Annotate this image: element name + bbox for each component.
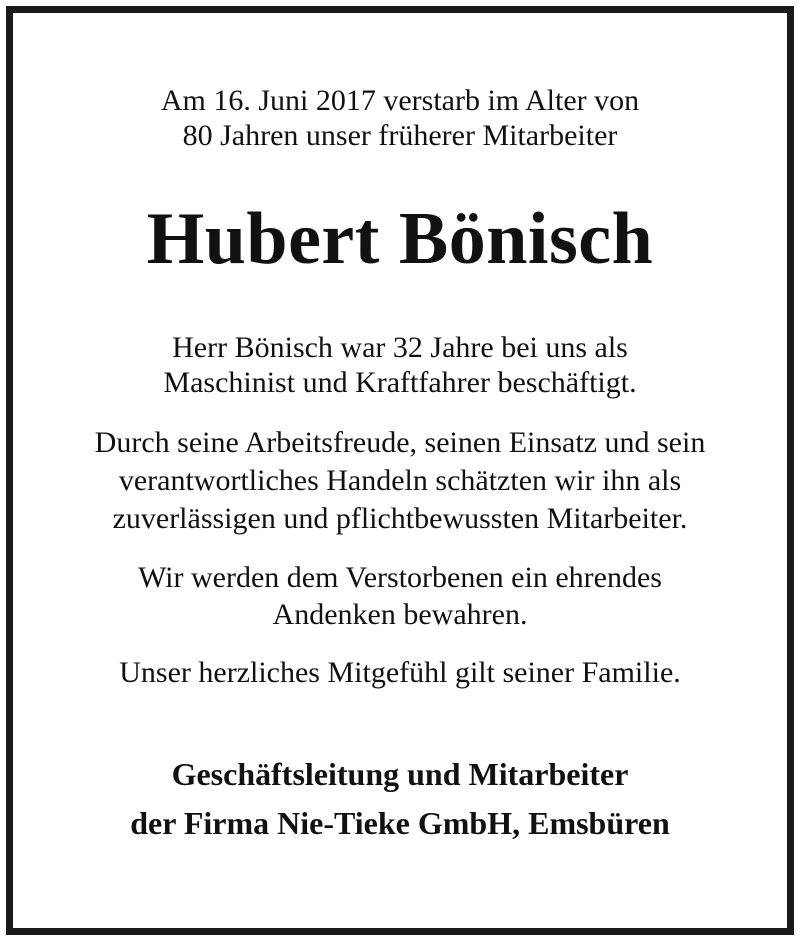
tribute-line-1: Durch seine Arbeitsfreude, seinen Einsatz und sein (94, 426, 706, 459)
intro-line-2: 80 Jahren unser früherer Mitarbeiter (182, 119, 618, 152)
deceased-name: Hubert Bönisch (146, 198, 654, 280)
signature-line-2: der Firma Nie-Tieke GmbH, Emsbüren (130, 805, 670, 841)
tribute-line-2: verantwortliches Handeln schätzten wir ihn als (118, 464, 682, 497)
condolence-line: Unser herzliches Mitgefühl gilt seiner Familie. (119, 656, 681, 689)
remembrance-line-2: Andenken bewahren. (272, 598, 528, 631)
tenure-line-1: Herr Bönisch war 32 Jahre bei uns als (172, 331, 628, 364)
signature-line-1: Geschäftsleitung und Mitarbeiter (171, 756, 629, 792)
remembrance-line-1: Wir werden dem Verstorbenen ein ehrendes (138, 561, 662, 594)
obituary-content (13, 13, 787, 928)
tenure-line-2: Maschinist und Kraftfahrer beschäftigt. (163, 366, 637, 399)
tribute-line-3: zuverlässigen und pflichtbewussten Mitarbeiter. (112, 502, 688, 535)
intro-line-1: Am 16. Juni 2017 verstarb im Alter von (160, 84, 640, 117)
obituary-frame (6, 6, 794, 935)
